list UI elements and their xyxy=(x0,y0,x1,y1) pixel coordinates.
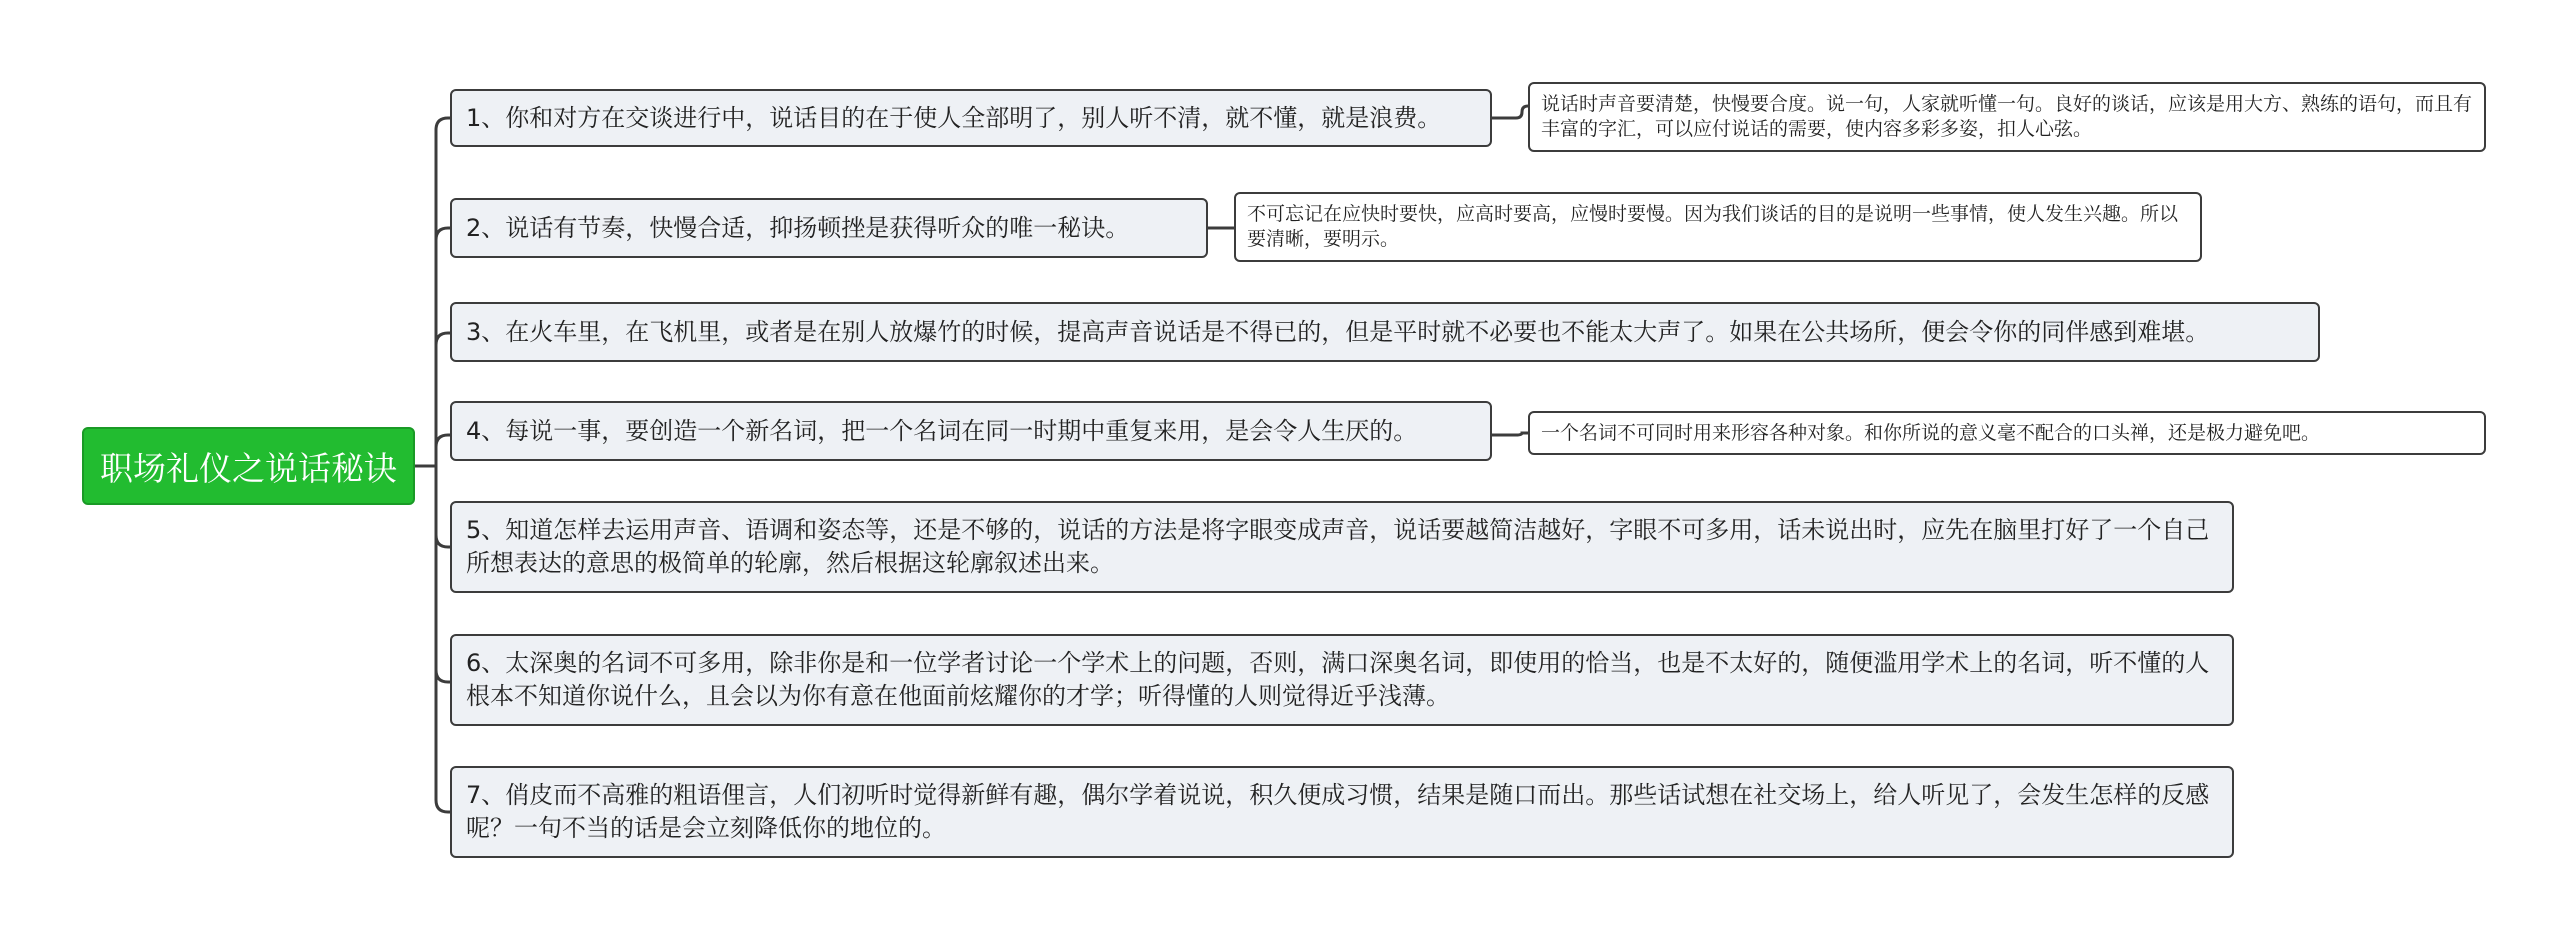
note-node-2[interactable] xyxy=(1234,192,2202,262)
topic-node-6[interactable] xyxy=(450,634,2234,726)
topic-node-1[interactable] xyxy=(450,89,1492,147)
topic-label-3: 3、在火车里，在飞机里，或者是在别人放爆竹的时候，提高声音说话是不得已的，但是平时就不必要也不能太大声了。如果在公共场所，便会令你的同伴感到难堪。 xyxy=(466,317,2210,346)
note-node-4[interactable] xyxy=(1528,411,2486,455)
root-node[interactable] xyxy=(82,427,415,505)
topic-label-5: 5、知道怎样去运用声音、语调和姿态等，还是不够的，说话的方法是将字眼变成声音，说话要越简洁越好，字眼不可多用，话未说出时，应先在脑里打好了一个自己所想表达的意思的极简单的轮廓，然后根据这轮廓叙述出来。 xyxy=(466,516,2210,577)
topic-node-4[interactable] xyxy=(450,401,1492,461)
topic-node-7[interactable] xyxy=(450,766,2234,858)
note-node-1[interactable] xyxy=(1528,82,2486,152)
topic-node-5[interactable] xyxy=(450,501,2234,593)
topic-node-3[interactable] xyxy=(450,302,2320,362)
note-label-2: 不可忘记在应快时要快，应高时要高，应慢时要慢。因为我们谈话的目的是说明一些事情，使人发生兴趣。所以要清晰，要明示。 xyxy=(1247,203,2179,250)
topic-label-7: 7、俏皮而不高雅的粗语俚言，人们初听时觉得新鲜有趣，偶尔学着说说，积久便成习惯，结果是随口而出。那些话试想在社交场上，给人听见了，会发生怎样的反感呢？一句不当的话是会立刻降低你的地位的。 xyxy=(466,781,2210,842)
link-note-4 xyxy=(1492,433,1530,435)
note-label-1: 说话时声音要清楚，快慢要合度。说一句，人家就听懂一句。良好的谈话，应该是用大方、熟练的语句，而且有丰富的字汇，可以应付说话的需要，使内容多彩多姿，扣人心弦。 xyxy=(1541,93,2473,140)
topic-label-2: 2、说话有节奏，快慢合适，抑扬顿挫是获得听众的唯一秘诀。 xyxy=(466,213,1130,242)
link-note-1 xyxy=(1492,106,1530,118)
topic-label-1: 1、你和对方在交谈进行中，说话目的在于使人全部明了，别人听不清，就不懂，就是浪费。 xyxy=(466,103,1442,132)
topic-node-2[interactable] xyxy=(450,198,1208,258)
topic-label-4: 4、每说一事，要创造一个新名词，把一个名词在同一时期中重复来用，是会令人生厌的。 xyxy=(466,416,1418,445)
note-label-4: 一个名词不可同时用来形容各种对象。和你所说的意义毫不配合的口头禅，还是极力避免吧。 xyxy=(1541,421,2321,444)
root-label: 职场礼仪之说话秘诀 xyxy=(100,448,397,488)
topic-label-6: 6、太深奥的名词不可多用，除非你是和一位学者讨论一个学术上的问题，否则，满口深奥名词，即使用的恰当，也是不太好的，随便滥用学术上的名词，听不懂的人根本不知道你说什么，且会以为你有意在他面前炫耀你的才学；听得懂的人则觉得近乎浅薄。 xyxy=(466,649,2210,710)
